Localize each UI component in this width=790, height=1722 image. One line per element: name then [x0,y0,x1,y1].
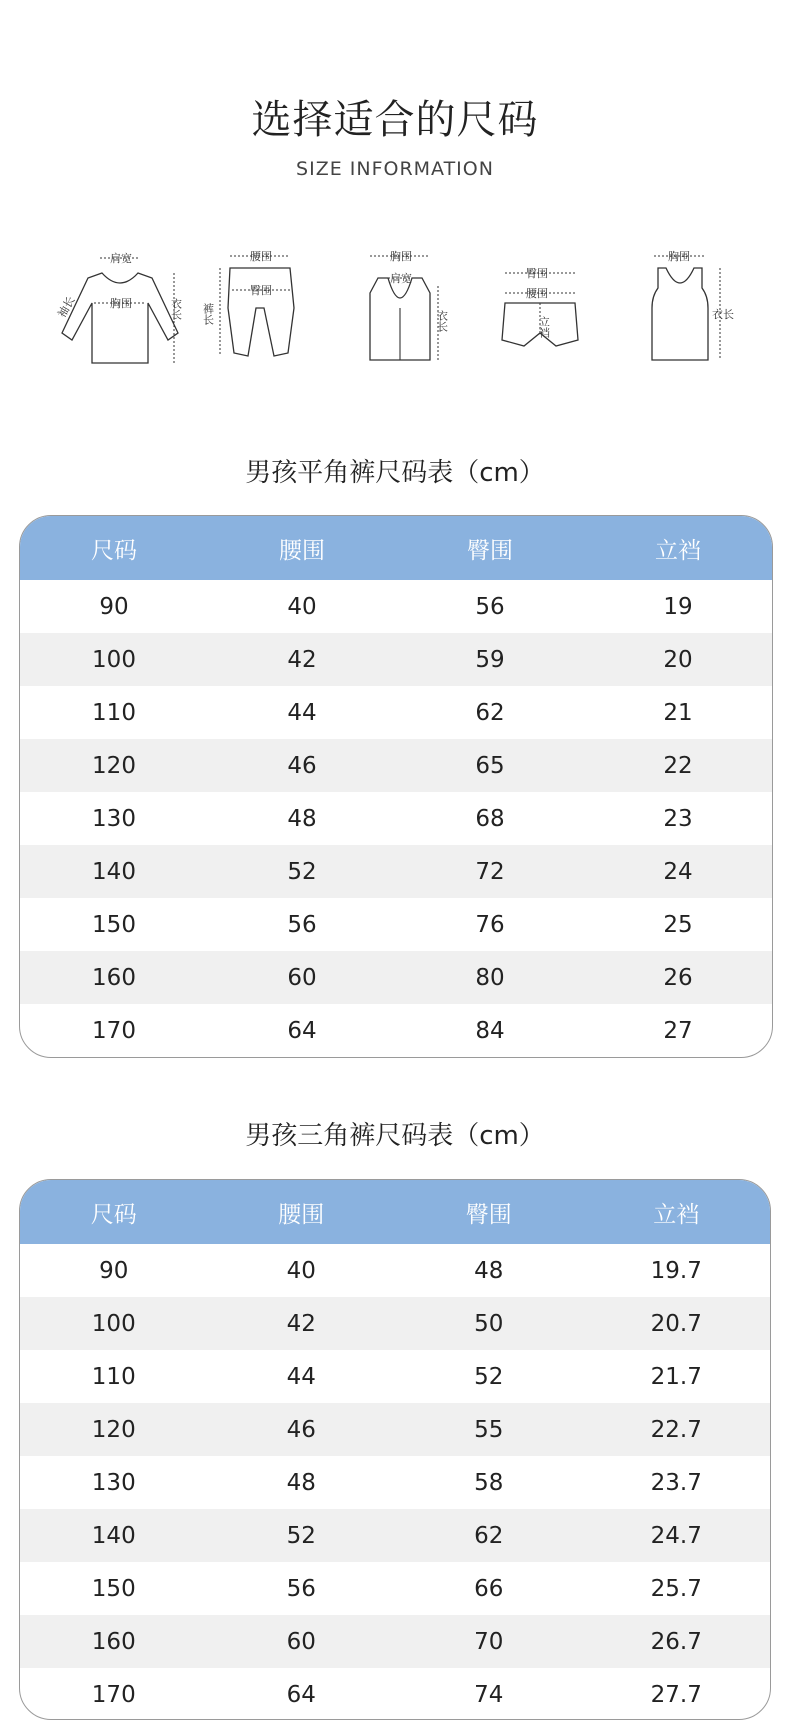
label-boxer-hip: 臀围 [526,267,548,280]
cell-waist: 60 [286,1628,316,1655]
header-size: 尺码 [90,1201,137,1228]
label-chest: 胸围 [110,297,132,310]
page-title: 选择适合的尺码 [251,97,539,143]
header-hip: 臀围 [465,1201,512,1228]
cell-waist: 48 [287,805,317,832]
cell-rise: 27.7 [650,1681,702,1708]
cell-rise: 24.7 [650,1522,702,1549]
cell-size: 130 [92,805,136,832]
table-row [20,951,772,1004]
label-hip: 臀围 [250,284,272,297]
boxer-size-table-title: 男孩平角裤尺码表（cm） [245,458,545,488]
boxer-briefs-icon [470,248,610,378]
label-tank-chest: 胸围 [668,250,690,263]
table-row [20,1668,770,1720]
header-size: 尺码 [91,537,137,564]
cell-hip: 55 [474,1416,504,1443]
cell-rise: 25.7 [650,1575,702,1602]
table-row [20,1562,770,1615]
label-tank-length: 衣长 [712,308,734,321]
table-row [20,1297,770,1350]
briefs-size-table-title: 男孩三角裤尺码表（cm） [245,1121,545,1151]
cell-hip: 65 [475,752,505,779]
cell-rise: 23 [663,805,693,832]
cell-waist: 56 [287,911,317,938]
label-waist: 腰围 [250,250,272,263]
cell-size: 150 [91,1575,136,1602]
header-rise: 立裆 [655,537,701,564]
cell-size: 170 [92,1017,136,1044]
label-boxer-rise: 立裆 [537,316,551,338]
label-vest-shoulder: 肩宽 [390,272,412,285]
cell-size: 160 [91,1628,136,1655]
table-row [20,845,772,898]
cell-hip: 48 [474,1257,504,1284]
briefs-size-table [19,1179,771,1720]
cell-waist: 64 [286,1681,316,1708]
cell-size: 120 [92,752,136,779]
table-row [20,1004,772,1057]
label-vest-length: 衣长 [435,310,449,332]
cell-waist: 52 [287,858,317,885]
cell-hip: 66 [474,1575,504,1602]
cell-size: 150 [92,911,136,938]
table-row [20,1509,770,1562]
tank-top-icon [610,248,750,378]
table-row [20,1350,770,1403]
measurement-diagrams [50,248,740,378]
label-shoulder: 肩宽 [110,252,132,265]
table-row [20,1456,770,1509]
label-length: 衣长 [169,298,183,320]
cell-size: 170 [91,1681,136,1708]
cell-rise: 19 [663,593,693,620]
cell-waist: 64 [287,1017,317,1044]
boxer-size-table [19,515,773,1058]
vest-icon [330,248,470,378]
cell-waist: 46 [287,752,317,779]
label-pant-length: 裤长 [201,303,215,325]
table-row [20,686,772,739]
page-subtitle: SIZE INFORMATION [296,158,494,180]
table-row [20,580,772,633]
cell-rise: 23.7 [650,1469,702,1496]
table-row [20,1403,770,1456]
label-sleeve: 袖长 [55,294,78,320]
cell-size: 90 [99,1257,129,1284]
header-hip: 臀围 [467,537,513,564]
table-row [20,1615,770,1668]
cell-hip: 72 [475,858,505,885]
cell-rise: 22.7 [650,1416,702,1443]
label-vest-chest: 胸围 [390,250,412,263]
table-row [20,1244,770,1297]
cell-size: 130 [91,1469,136,1496]
cell-size: 120 [91,1416,136,1443]
cell-hip: 52 [474,1363,504,1390]
cell-waist: 44 [287,699,317,726]
cell-waist: 60 [287,964,317,991]
cell-rise: 19.7 [650,1257,702,1284]
header-waist: 腰围 [279,537,325,564]
cell-hip: 74 [474,1681,504,1708]
cell-waist: 46 [286,1416,316,1443]
cell-hip: 59 [475,646,505,673]
cell-size: 100 [91,1310,136,1337]
cell-waist: 56 [286,1575,316,1602]
cell-size: 110 [92,699,136,726]
pants-icon [190,248,330,378]
cell-rise: 26.7 [650,1628,702,1655]
cell-hip: 56 [475,593,505,620]
header-waist: 腰围 [278,1201,325,1228]
cell-size: 90 [99,593,129,620]
cell-size: 160 [92,964,136,991]
cell-waist: 48 [286,1469,316,1496]
cell-hip: 58 [474,1469,504,1496]
long-sleeve-top-icon [50,248,190,378]
cell-size: 140 [91,1522,136,1549]
table-header-row [20,516,772,580]
cell-hip: 62 [475,699,505,726]
cell-hip: 76 [475,911,505,938]
cell-size: 100 [92,646,136,673]
cell-hip: 70 [474,1628,504,1655]
label-boxer-waist: 腰围 [526,287,548,300]
table-row [20,739,772,792]
table-row [20,633,772,686]
cell-rise: 26 [663,964,693,991]
cell-hip: 62 [474,1522,504,1549]
cell-rise: 21.7 [650,1363,702,1390]
cell-rise: 20.7 [650,1310,702,1337]
cell-hip: 80 [475,964,505,991]
header-rise: 立裆 [653,1201,700,1228]
cell-rise: 20 [663,646,693,673]
cell-rise: 25 [663,911,693,938]
cell-waist: 42 [286,1310,316,1337]
cell-hip: 84 [475,1017,505,1044]
cell-rise: 22 [663,752,693,779]
table-header-row [20,1180,770,1244]
cell-waist: 52 [286,1522,316,1549]
cell-waist: 42 [287,646,317,673]
cell-size: 140 [92,858,136,885]
cell-size: 110 [91,1363,136,1390]
cell-waist: 40 [287,593,317,620]
cell-waist: 44 [286,1363,316,1390]
cell-waist: 40 [286,1257,316,1284]
table-row [20,792,772,845]
cell-rise: 24 [663,858,693,885]
cell-hip: 50 [474,1310,504,1337]
cell-hip: 68 [475,805,505,832]
table-row [20,898,772,951]
cell-rise: 21 [663,699,693,726]
cell-rise: 27 [663,1017,693,1044]
